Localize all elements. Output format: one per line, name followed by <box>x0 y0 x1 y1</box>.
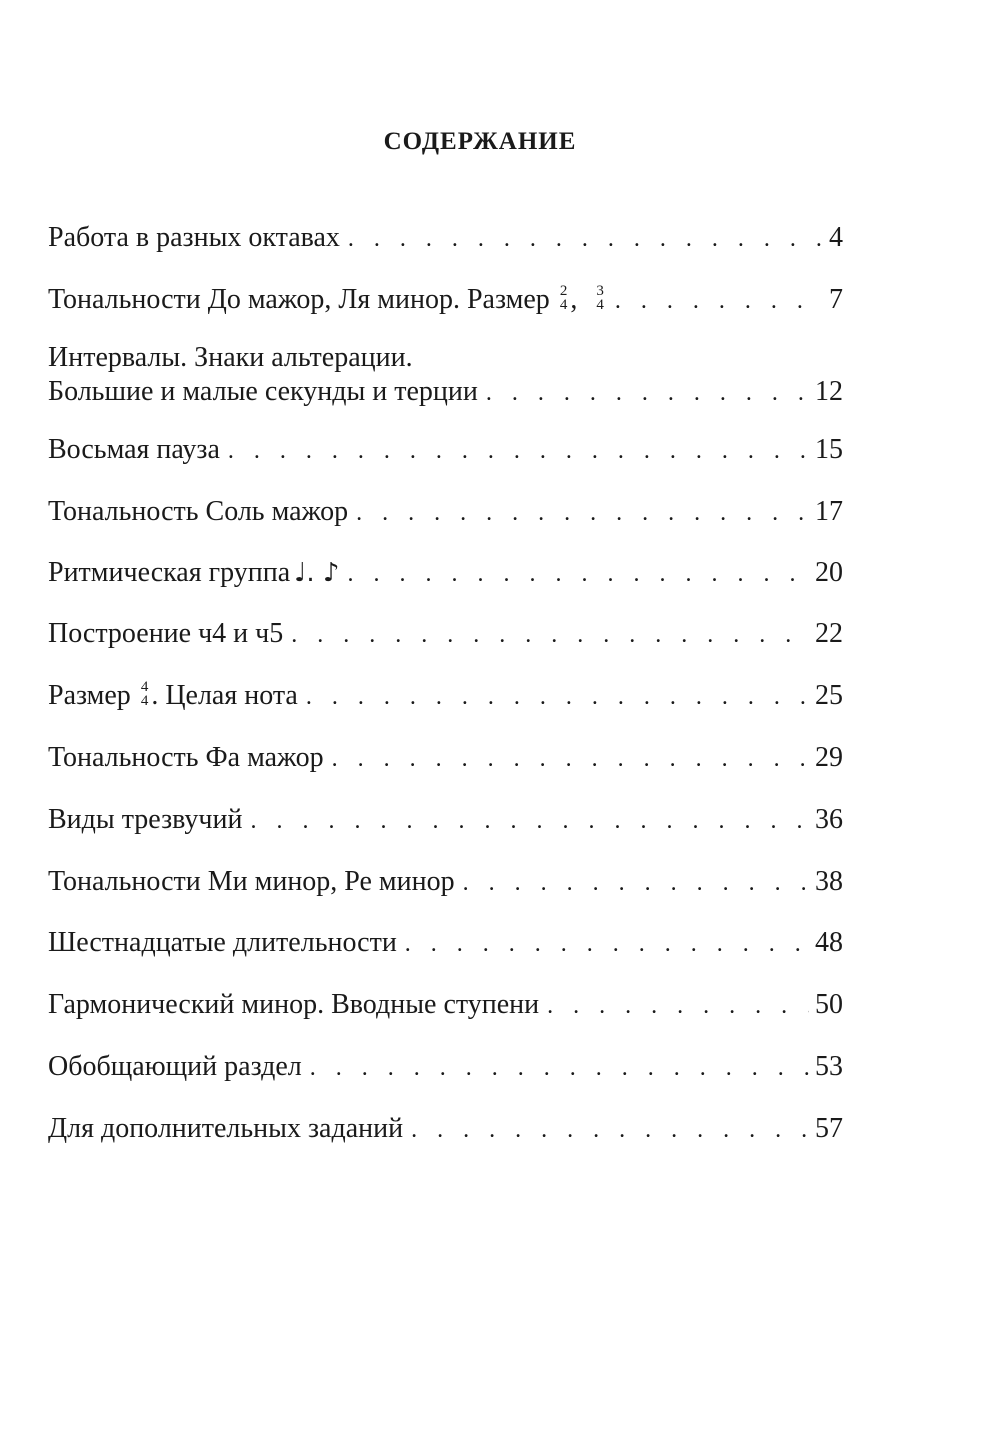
toc-entry-page: 29 <box>815 742 843 773</box>
toc-entry <box>48 1050 843 1085</box>
toc-entry-title: Обобщающий раздел <box>48 1051 302 1082</box>
dot-leader <box>463 866 809 900</box>
toc-entry-page: 17 <box>815 496 843 527</box>
toc-entry-title-text: Ритмическая группа <box>48 557 291 588</box>
toc-entry <box>48 341 843 410</box>
dot-leader <box>306 680 809 714</box>
dot-leader <box>332 742 809 776</box>
toc-entry <box>48 803 843 838</box>
dot-leader <box>356 496 809 530</box>
time-signature-top: 3 <box>596 282 604 299</box>
toc-entry-title: Тональности Ми минор, Ре минор <box>48 866 455 897</box>
toc-entry-page: 12 <box>815 376 843 407</box>
toc-entry-page: 57 <box>815 1113 843 1144</box>
toc-entry-title: Работа в разных октавах <box>48 222 340 253</box>
time-signature <box>141 680 149 708</box>
dot-leader <box>228 434 809 468</box>
toc-entry-title: Восьмая пауза <box>48 434 220 465</box>
toc-entry-title: Большие и малые секунды и терции <box>48 376 478 407</box>
toc-entry <box>48 988 843 1023</box>
toc-entry-page: 48 <box>815 927 843 958</box>
toc-entry-page: 25 <box>815 680 843 711</box>
time-signature-top: 2 <box>559 282 568 299</box>
toc-entry <box>48 433 843 468</box>
toc-entry <box>48 495 843 530</box>
toc-entry <box>48 556 843 591</box>
toc-entry <box>48 221 843 256</box>
toc-entry <box>48 283 843 318</box>
toc-entry-title <box>48 556 340 590</box>
toc-entry-title-text: Тональности До мажор, Ля минор. Размер <box>48 284 550 315</box>
time-signature-bottom: 4 <box>140 692 149 709</box>
toc-entry-title: Виды трезвучий <box>48 804 243 835</box>
toc-entry-title-text: . Целая нота <box>151 680 298 711</box>
time-signature-bottom: 4 <box>559 296 568 313</box>
time-signature-bottom: 4 <box>596 296 604 313</box>
dot-leader <box>291 618 809 652</box>
toc-entry-title: Тональность Соль мажор <box>48 496 349 527</box>
toc-entry-title: Для дополнительных заданий <box>48 1113 404 1144</box>
toc-entry-title: Гармонический минор. Вводные ступени <box>48 989 540 1020</box>
dot-leader <box>486 376 809 410</box>
time-signature <box>596 284 604 312</box>
dot-leader <box>411 1113 809 1147</box>
toc-entry-page: 22 <box>815 618 843 649</box>
rhythm-notes-icon: ♩. ♪ <box>294 558 340 588</box>
toc-entry <box>48 865 843 900</box>
toc-entry-title <box>48 283 607 317</box>
toc-entry-title-line1: Интервалы. Знаки альтерации. <box>48 342 413 373</box>
toc-entry <box>48 1112 843 1147</box>
dot-leader <box>348 557 809 591</box>
toc-entry-title <box>48 679 298 713</box>
toc-entry-title: Тональность Фа мажор <box>48 742 324 773</box>
toc-entry-title: Шестнадцатые длительности <box>48 927 397 958</box>
toc-entry-page: 36 <box>815 804 843 835</box>
toc-entry <box>48 617 843 652</box>
toc-entry <box>48 741 843 776</box>
toc-entry <box>48 679 843 714</box>
dot-leader <box>547 989 809 1023</box>
toc-entry-page: 7 <box>829 284 843 315</box>
toc-entry <box>48 926 843 961</box>
time-signature <box>560 284 568 312</box>
toc-entry-page: 20 <box>815 557 843 588</box>
toc-entry-page: 4 <box>829 222 843 253</box>
dot-leader <box>250 804 809 838</box>
toc-entry-page: 53 <box>815 1051 843 1082</box>
toc-entry-page: 38 <box>815 866 843 897</box>
dot-leader <box>310 1051 809 1085</box>
dot-leader <box>348 222 823 256</box>
dot-leader <box>405 927 809 961</box>
dot-leader <box>615 284 823 318</box>
toc-entry-page: 15 <box>815 434 843 465</box>
time-signature-top: 4 <box>140 678 149 695</box>
toc-entry-page: 50 <box>815 989 843 1020</box>
toc-entry-title: Построение ч4 и ч5 <box>48 618 284 649</box>
toc-entry-title-prefix: Размер <box>48 680 131 711</box>
separator: , <box>570 284 578 315</box>
page-title: СОДЕРЖАНИЕ <box>383 128 577 155</box>
